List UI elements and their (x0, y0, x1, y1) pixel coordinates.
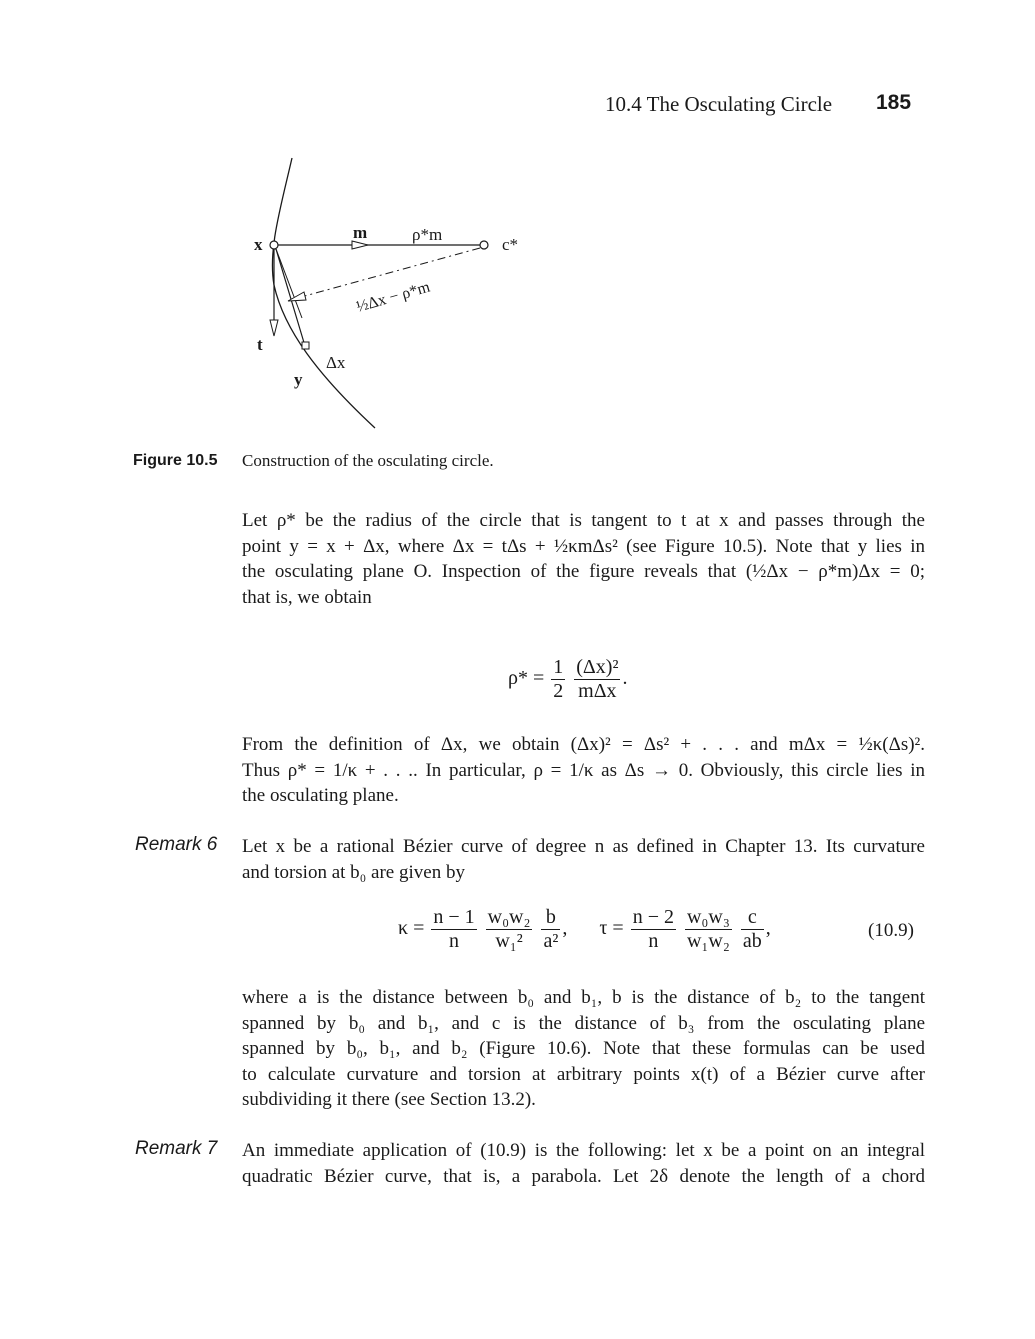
eq1-coef-den: 2 (553, 680, 564, 702)
paragraph-line: subdividing it there (see Section 13.2). (242, 1089, 536, 1110)
m-arrowhead (352, 241, 368, 249)
paragraph-3 (242, 985, 925, 1113)
label-t: t (257, 335, 263, 354)
label-y: y (294, 370, 303, 389)
eq1-tail: . (622, 667, 628, 690)
paragraph-line: Let x be a rational Bézier curve of degree n as defined in Chapter 13. Its curvature (242, 836, 925, 857)
point-x-marker (270, 241, 278, 249)
eq2-tau-fraction-1 (631, 906, 676, 953)
frac-den: w₁² (495, 930, 523, 952)
page-number: 185 (876, 91, 912, 114)
paragraph-line: the osculating plane. (242, 785, 399, 806)
frac-num: w₀w₂ (487, 906, 531, 928)
construction-line (276, 249, 302, 318)
eq1-den: mΔx (578, 680, 617, 702)
label-dx: Δx (326, 353, 346, 372)
frac-den: a² (543, 930, 559, 952)
label-rho-m: ρ*m (412, 225, 443, 244)
label-c-star: c* (502, 235, 519, 254)
paragraph-line: to calculate curvature and torsion at arbitrary points x(t) of a Bézier curve after (242, 1063, 925, 1085)
paragraph-line: the osculating plane O. Inspection of the figure reveals that (½Δx − ρ*m)Δx = 0; (242, 561, 925, 582)
frac-den: w₁w₂ (686, 930, 730, 952)
frac-den: ab (742, 930, 762, 952)
eq1-main-fraction (574, 656, 620, 703)
frac-num: n − 2 (632, 906, 674, 928)
equation-number: (10.9) (868, 920, 914, 941)
paragraph-line: and torsion at b₀ are given by (242, 861, 465, 883)
label-half-dx-minus-rho-m: ½Δx − ρ*m (354, 278, 432, 316)
curve (272, 158, 375, 428)
label-x: x (254, 235, 263, 254)
eq2-tau-fraction-3 (741, 906, 764, 953)
remark-6-text (242, 834, 925, 885)
eq2-kappa-fraction-1 (431, 906, 476, 953)
eq2-kappa-fraction-2 (486, 906, 533, 953)
paragraph-line: From the definition of Δx, we obtain (Δx)² = Δs² + . . . and mΔx = ½κ(Δs)². (242, 734, 925, 755)
frac-num: w₀w₃ (686, 906, 730, 928)
frac-num: b (541, 906, 560, 930)
paragraph-2 (242, 732, 925, 809)
frac-num: n − 1 (433, 906, 475, 928)
eq2-kappa-lhs: κ = (398, 917, 425, 940)
eq1-num: (Δx)² (576, 656, 619, 678)
figure-caption: Construction of the osculating circle. (242, 451, 494, 470)
eq2-tau-lhs: τ = (599, 917, 624, 940)
t-arrowhead (270, 320, 278, 336)
frac-num: c (741, 906, 764, 930)
label-m: m (353, 223, 368, 242)
frac-den: n (449, 930, 459, 952)
paragraph-line: spanned by b₀, b₁, and b₂ (Figure 10.6). Note that these formulas can be used (242, 1038, 925, 1059)
paragraph-line: spanned by b₀ and b₁, and c is the distance of b₃ from the osculating plane (242, 1012, 925, 1034)
paragraph-line: Thus ρ* = 1/κ + . . .. In particular, ρ = 1/κ as Δs → 0. Obviously, this circle lies in (242, 759, 925, 781)
paragraph-line: quadratic Bézier curve, that is, a parabola. Let 2δ denote the length of a chord (242, 1165, 925, 1187)
eq1-coef-num: 1 (553, 656, 564, 678)
remark-7-label: Remark 7 (135, 1138, 218, 1159)
paragraph-line: An immediate application of (10.9) is the following: let x be a point on an integral (242, 1140, 925, 1161)
eq2-kappa-fraction-3 (541, 906, 560, 953)
eq1-lhs: ρ* = (508, 667, 545, 690)
point-c-star-marker (480, 241, 488, 249)
eq1-coef-fraction (551, 656, 565, 703)
eq2-tau-fraction-2 (685, 906, 732, 953)
equation-rho-star (508, 656, 627, 703)
point-y-marker (302, 342, 309, 349)
equation-10-9: κ = $\frac{n - 1}{n}$ $\frac{\text{w₀w₂}}{\text{w₁²}}$ $\frac{b}{\text{a²}}$ , τ = $\frac{n - 2}{n}$ $\frac{\text{w₀w₃}}{\text{w₁w₂}}$ $\frac{c}{ab}$ , (398, 906, 771, 952)
osculating-circle-figure (240, 150, 580, 440)
paragraph-line: point y = x + Δx, where Δx = tΔs + ½κmΔs² (see Figure 10.5). Note that y lies in (242, 535, 925, 557)
frac-den: n (648, 930, 659, 952)
remark-6-label: Remark 6 (135, 834, 218, 855)
figure-label: Figure 10.5 (133, 452, 218, 469)
running-header-title: 10.4 The Osculating Circle (605, 92, 833, 116)
paragraph-line: where a is the distance between b₀ and b₁, b is the distance of b₂ to the tangent (242, 987, 925, 1008)
paragraph-line: that is, we obtain (242, 586, 372, 608)
paragraph-line: Let ρ* be the radius of the circle that is tangent to t at x and passes through the (242, 510, 925, 531)
remark-7-text (242, 1138, 925, 1189)
paragraph-1 (242, 508, 925, 610)
